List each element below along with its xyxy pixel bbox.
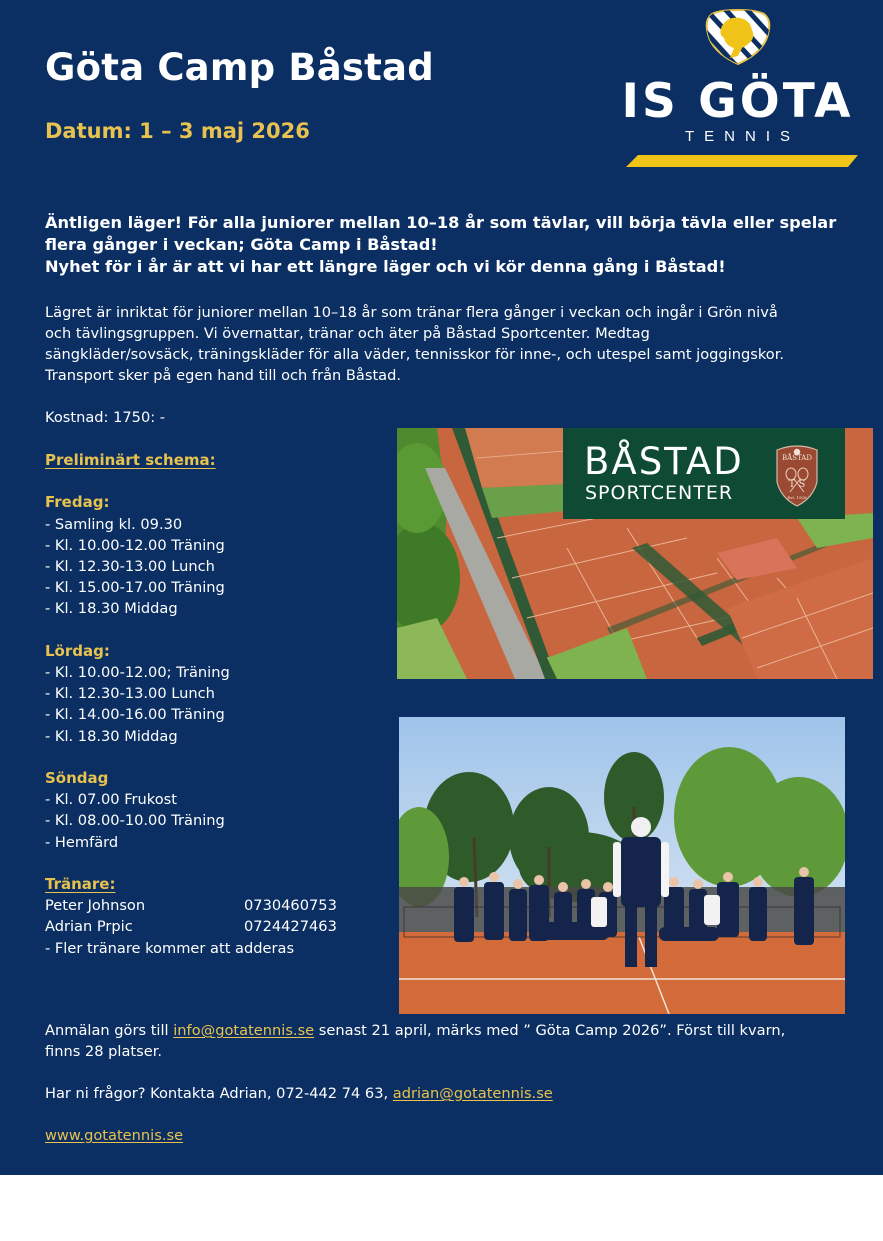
banner-title: BÅSTAD [584, 440, 744, 483]
intro-line: flera gånger i veckan; Göta Camp i Båstad! [45, 235, 438, 254]
coach-phone: 0730460753 [244, 897, 337, 915]
schedule-item: - Kl. 12.30-13.00 Lunch [45, 558, 215, 575]
description [45, 302, 845, 386]
cost-text: Kostnad: 1750: - [45, 409, 166, 426]
schedule-item: - Kl. 12.30-13.00 Lunch [45, 685, 215, 703]
coach-row [45, 895, 385, 916]
schedule-item: - Kl. 18.30 Middag [45, 727, 178, 745]
signup-post: senast 21 april, märks med ” Göta Camp 2026”. Först till kvarn, [314, 1022, 786, 1039]
page-title: Göta Camp Båstad [45, 46, 434, 89]
schedule-item: - Kl. 10.00-12.00; Träning [45, 664, 230, 681]
signup-line2: finns 28 platser. [45, 1043, 163, 1060]
description-line: Lägret är inriktat för juniorer mellan 10–18 år som tränar flera gånger i veckan och ingår i Grön nivå [45, 304, 778, 321]
group-photo-clay-court [399, 717, 845, 1014]
badge-bottom-text: Est. 1928 [787, 495, 807, 500]
day-heading-sondag: Söndag [45, 769, 109, 787]
footer-info [45, 1020, 845, 1146]
coach-name: Adrian Prpic [45, 918, 133, 936]
logo-subtitle: TENNIS [684, 128, 800, 145]
bastad-sportcenter-aerial-photo [397, 428, 873, 679]
signup-pre: Anmälan görs till [45, 1022, 174, 1039]
description-line: sängkläder/sovsäck, träningskläder för alla väder, tennisskor för inne-, och utespel samt joggingskor. [45, 346, 785, 363]
signup-text [45, 1020, 845, 1041]
coach-name: Peter Johnson [45, 897, 146, 915]
schedule-item: - Kl. 07.00 Frukost [45, 791, 177, 809]
intro-line: Nyhet för i år är att vi har ett längre läger och vi kör denna gång i Båstad! [45, 257, 726, 276]
banner-subtitle: SPORTCENTER [585, 482, 734, 504]
contact-text [45, 1083, 845, 1104]
schedule [45, 450, 385, 959]
signup-email-link[interactable]: info@gotatennis.se [173, 1022, 315, 1039]
schedule-heading: Preliminärt schema: [45, 451, 216, 469]
day-heading-fredag: Fredag: [45, 493, 110, 512]
logo-wordmark: IS GÖTA [621, 74, 854, 129]
schedule-item: - Hemfärd [45, 833, 119, 851]
intro-text [45, 212, 845, 278]
coach-row [45, 916, 385, 937]
schedule-item: - Kl. 14.00-16.00 Träning [45, 706, 225, 724]
bastad-sportcenter-banner [563, 428, 845, 519]
schedule-item: - Kl. 15.00-17.00 Träning [45, 579, 225, 597]
schedule-item: - Kl. 08.00-10.00 Träning [45, 812, 225, 830]
event-date: Datum: 1 – 3 maj 2026 [45, 119, 310, 143]
coaches-heading: Tränare: [45, 875, 116, 893]
schedule-item: - Kl. 10.00-12.00 Träning [45, 536, 225, 554]
coach-phone: 0724427463 [244, 918, 337, 936]
intro-line: Äntligen läger! För alla juniorer mellan 10–18 år som tävlar, vill börja tävla eller spelar [45, 213, 837, 232]
schedule-item: - Samling kl. 09.30 [45, 515, 183, 533]
contact-email-link[interactable]: adrian@gotatennis.se [392, 1085, 553, 1102]
schedule-item: - Kl. 18.30 Middag [45, 600, 178, 618]
website-link[interactable]: www.gotatennis.se [45, 1127, 184, 1144]
day-heading-lordag: Lördag: [45, 641, 110, 660]
is-gota-tennis-logo [610, 8, 865, 170]
group-photo-illustration [399, 717, 845, 1014]
contact-pre: Har ni frågor? Kontakta Adrian, 072-442 74 63, [45, 1085, 393, 1102]
description-line: och tävlingsgruppen. Vi övernattar, tränar och äter på Båstad Sportcenter. Medtag [45, 325, 650, 342]
description-line: Transport sker på egen hand till och från Båstad. [45, 367, 402, 384]
badge-mid-text: T S [788, 479, 806, 490]
badge-top-text: BÅSTAD [782, 454, 812, 462]
coaches-note: - Fler tränare kommer att adderas [45, 939, 295, 957]
